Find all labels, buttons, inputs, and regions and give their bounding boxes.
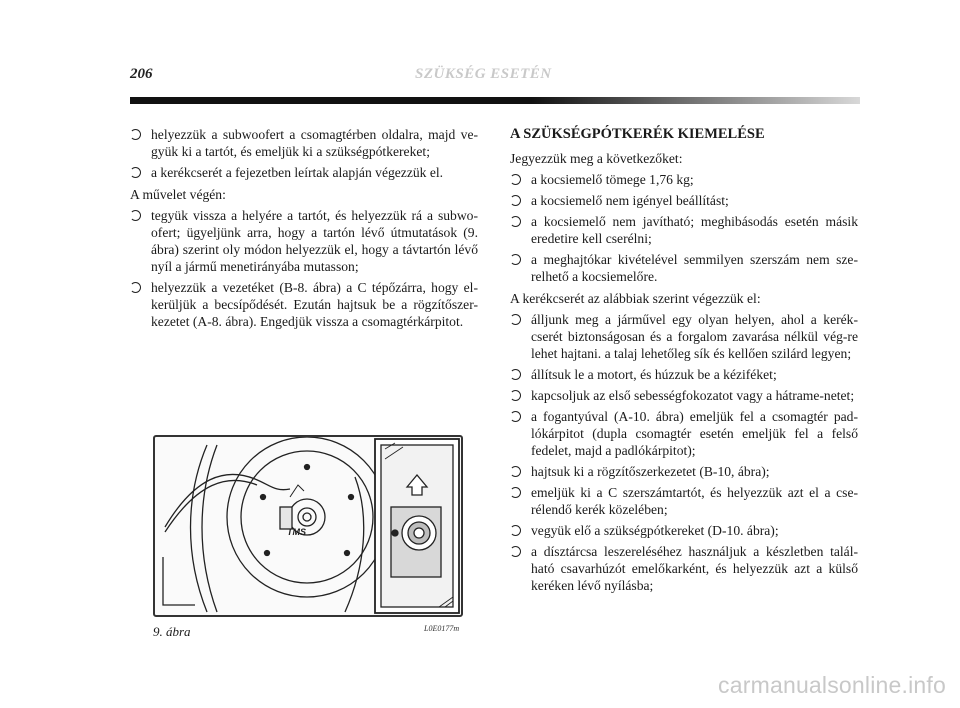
bullet-text: a kerékcserét a fejezetben leírtak alapján végezzük el. — [151, 165, 444, 180]
bullet-icon — [510, 411, 521, 422]
figure-code: L0E0177m — [424, 624, 460, 633]
list-item — [510, 366, 858, 383]
bullet-text: a fogantyúval (A-10. ábra) emeljük fel a csomagtér pad-lókárpitot (dupla csomagtér esetén emeljük fel a felső fedelet, majd a padlókárpitot); — [531, 409, 858, 458]
header-rule — [130, 97, 860, 104]
bullet-icon — [510, 174, 521, 185]
bullet-icon — [510, 546, 521, 557]
list-item — [510, 543, 858, 594]
bullet-icon — [510, 369, 521, 380]
right-column — [510, 126, 858, 598]
bullet-text: helyezzük a vezetéket (B-8. ábra) a C tépőzárra, hogy el-kerüljük a becsípődését. Ezután hajtsuk be a rögzítőszer-kezetet (A-8. ábra). Engedjük vissza a csomagtérkárpitot. — [151, 280, 478, 329]
paragraph: A kerékcserét az alábbiak szerint végezzük el: — [510, 291, 761, 306]
bullet-text: helyezzük a subwoofert a csomagtérben oldalra, majd ve-gyük ki a tartót, és emeljük ki a szükségpótkereket; — [151, 127, 478, 159]
bullet-text: állítsuk le a motort, és húzzuk be a kéziféket; — [531, 367, 777, 382]
watermark: carmanualsonline.info — [718, 672, 946, 698]
bullet-text: a meghajtókar kivételével semmilyen szerszám nem sze-relhető a kocsiemelőre. — [531, 252, 858, 284]
bullet-icon — [130, 167, 141, 178]
list-item — [130, 207, 478, 275]
list-item — [510, 213, 858, 247]
bullet-text: vegyük elő a szükségpótkereket (D-10. ábra); — [531, 523, 779, 538]
bullet-icon — [510, 314, 521, 325]
bullet-text: a kocsiemelő tömege 1,76 kg; — [531, 172, 694, 187]
bullet-text: álljunk meg a járművel egy olyan helyen, ahol a kerék-cserét biztonságosan és a forgalom zavarása nélkül vég-re lehet hajtani. a talaj lehetőleg sík és kellően szilárd legyen; — [531, 312, 858, 361]
list-item — [510, 311, 858, 362]
list-item — [510, 408, 858, 459]
bullet-icon — [510, 525, 521, 536]
bullet-text: hajtsuk ki a rögzítőszerkezetet (B-10, ábra); — [531, 464, 770, 479]
bullet-icon — [510, 390, 521, 401]
bullet-text: kapcsoljuk az első sebességfokozatot vagy a hátrame-netet; — [531, 388, 855, 403]
bullet-icon — [510, 466, 521, 477]
paragraph: Jegyezzük meg a következőket: — [510, 151, 683, 166]
bullet-text: tegyük vissza a helyére a tartót, és helyezzük rá a subwo-ofert; ügyeljünk arra, hogy a tartón lévő útmutatások (9. ábra) szerint oly módon helyezzük el, hogy a távtartón lévő nyíl a jármű menetirányába mutasson; — [151, 208, 478, 274]
bullet-icon — [130, 210, 141, 221]
figure-illustration — [153, 435, 463, 617]
bullet-icon — [130, 282, 141, 293]
bullet-icon — [510, 487, 521, 498]
left-column — [130, 126, 478, 334]
bullet-icon — [510, 195, 521, 206]
bullet-text: a kocsiemelő nem javítható; meghibásodás esetén másik eredetire kell cserélni; — [531, 214, 858, 246]
list-item — [130, 126, 478, 160]
list-item — [130, 279, 478, 330]
list-item — [510, 387, 858, 404]
figure-logo-text: TMS — [287, 527, 306, 537]
bullet-icon — [510, 216, 521, 227]
list-item — [510, 484, 858, 518]
bullet-icon — [510, 254, 521, 265]
spare-wheel-illustration — [155, 437, 461, 615]
list-item — [510, 463, 858, 480]
figure-caption: 9. ábra — [153, 624, 191, 639]
list-item — [510, 522, 858, 539]
bullet-text: a kocsiemelő nem igényel beállítást; — [531, 193, 729, 208]
section-heading: A SZÜKSÉGPÓTKERÉK KIEMELÉSE — [510, 126, 765, 142]
bullet-text: a dísztárcsa leszereléséhez használjuk a készletben talál-ható csavarhúzót emelőkarként, és helyezzük azt a külső keréken lévő nyílásba; — [531, 544, 858, 593]
paragraph: A művelet végén: — [130, 187, 226, 202]
list-item — [510, 251, 858, 285]
bullet-text: emeljük ki a C szerszámtartót, és helyezzük azt el a cse-rélendő kerék közelében; — [531, 485, 858, 517]
section-title: SZÜKSÉG ESETÉN — [415, 66, 552, 82]
list-item — [130, 164, 478, 181]
bullet-icon — [130, 129, 141, 140]
page-number: 206 — [130, 66, 153, 82]
list-item — [510, 171, 858, 188]
list-item — [510, 192, 858, 209]
